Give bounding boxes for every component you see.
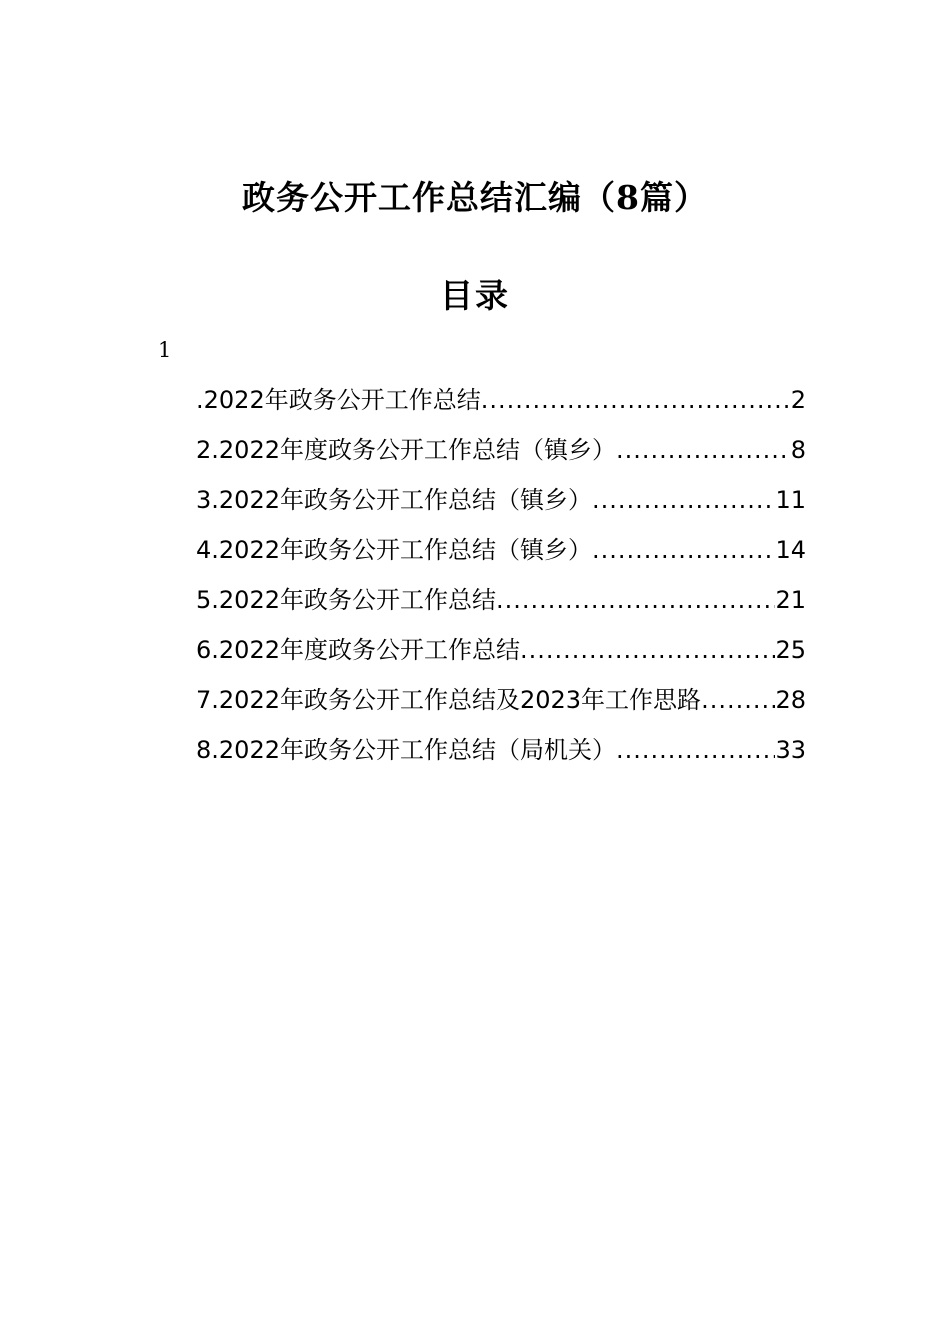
- toc-page-number: 11: [775, 486, 806, 514]
- toc-dot-leader: [520, 625, 775, 675]
- document-title: 政务公开工作总结汇编（8篇）: [242, 178, 708, 217]
- toc-entry-7[interactable]: [196, 675, 806, 725]
- toc-dot-leader: [701, 675, 775, 725]
- toc-entry-4[interactable]: [196, 525, 806, 575]
- toc-dot-leader: [616, 425, 791, 475]
- toc-entry-label: 8.2022年政务公开工作总结（局机关）: [196, 736, 616, 764]
- toc-heading: 目录: [440, 276, 510, 315]
- toc-entry-label: 7.2022年政务公开工作总结及2023年工作思路: [196, 686, 702, 714]
- toc-page-number: 25: [775, 636, 806, 664]
- toc-entry-label: 4.2022年政务公开工作总结（镇乡）: [196, 536, 592, 564]
- toc-entry-3[interactable]: [196, 475, 806, 525]
- toc-entry-8[interactable]: [196, 725, 806, 775]
- toc-page-number: 21: [775, 586, 806, 614]
- toc-page-number: 8: [790, 436, 806, 464]
- list-number: 1: [158, 338, 172, 362]
- toc-dot-leader: [481, 375, 791, 425]
- toc-entry-1[interactable]: [196, 375, 806, 425]
- toc-dot-leader: [616, 725, 775, 775]
- toc-entry-6[interactable]: [196, 625, 806, 675]
- toc-entry-2[interactable]: [196, 425, 806, 475]
- toc-page-number: 14: [775, 536, 806, 564]
- toc-entry-5[interactable]: [196, 575, 806, 625]
- toc-page-number: 28: [775, 686, 806, 714]
- toc-page-number: 2: [790, 386, 806, 414]
- toc-entry-label: 2.2022年度政务公开工作总结（镇乡）: [196, 436, 616, 464]
- toc-dot-leader: [592, 475, 775, 525]
- toc-dot-leader: [592, 525, 775, 575]
- toc-entry-label: 5.2022年政务公开工作总结: [196, 586, 496, 614]
- toc-entry-label: .2022年政务公开工作总结: [196, 386, 481, 414]
- table-of-contents: [196, 375, 806, 775]
- toc-entry-label: 3.2022年政务公开工作总结（镇乡）: [196, 486, 592, 514]
- toc-entry-label: 6.2022年度政务公开工作总结: [196, 636, 520, 664]
- toc-dot-leader: [496, 575, 775, 625]
- toc-page-number: 33: [775, 736, 806, 764]
